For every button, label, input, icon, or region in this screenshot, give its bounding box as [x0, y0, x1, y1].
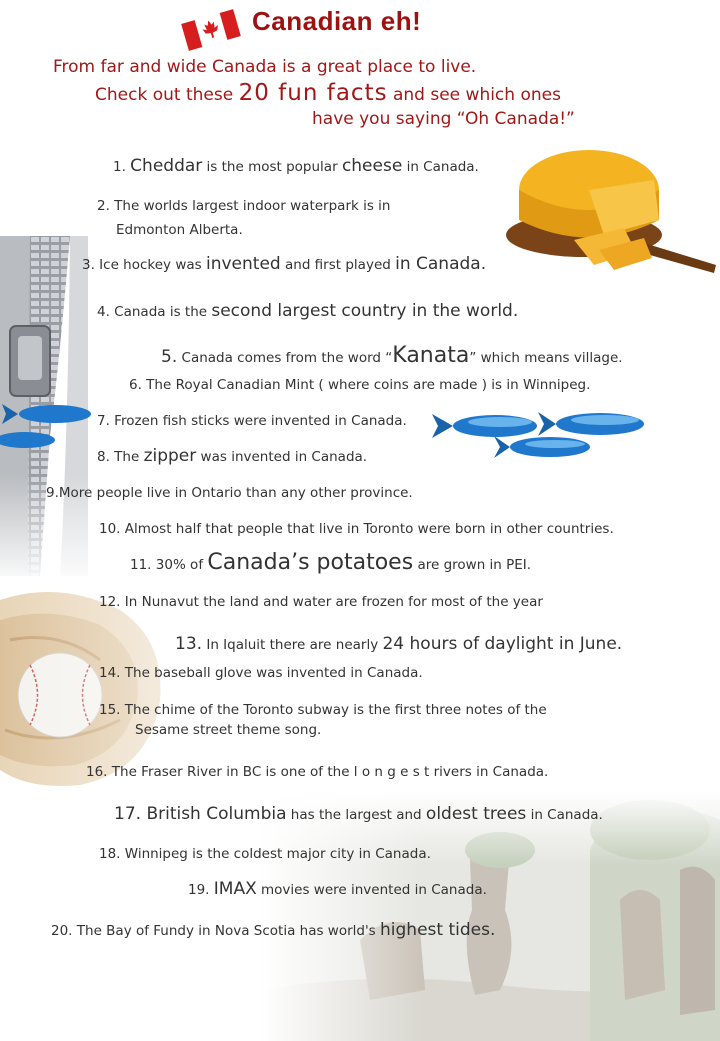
fact-8: 8. The zipper was invented in Canada.	[97, 446, 368, 466]
fact-17: 17. British Columbia has the largest and oldest trees in Canada.	[114, 804, 603, 824]
intro-line-3: have you saying “Oh Canada!”	[312, 109, 575, 129]
hopewell-rocks-photo	[260, 790, 720, 1041]
cheddar-cheese-icon	[504, 140, 720, 280]
intro-line-2-end: and see which ones	[392, 85, 561, 105]
intro-fun-facts: 20 fun facts	[238, 80, 388, 106]
fact-15: 15. The chime of the Toronto subway is the first three notes of the	[99, 702, 547, 718]
fact-13: 13. In Iqaluit there are nearly 24 hours of daylight in June.	[175, 634, 623, 654]
fact-2: 2. The worlds largest indoor waterpark is in	[97, 198, 391, 214]
fact-2-continued: Edmonton Alberta.	[116, 222, 243, 238]
intro-line-1: From far and wide Canada is a great place to live.	[53, 57, 477, 77]
fact-7: 7. Frozen fish sticks were invented in Canada.	[97, 413, 407, 429]
intro-line-2	[95, 80, 561, 106]
fact-4: 4. Canada is the second largest country in the world.	[97, 301, 519, 321]
fact-3: 3. Ice hockey was invented and first played in Canada.	[82, 254, 487, 274]
intro-line-2-start: Check out these	[95, 85, 234, 105]
fact-5: 5. Canada comes from the word “Kanata” which means village.	[161, 343, 623, 368]
fact-18: 18. Winnipeg is the coldest major city in Canada.	[99, 846, 431, 862]
fact-14: 14. The baseball glove was invented in Canada.	[99, 665, 423, 681]
fact-16: 16. The Fraser River in BC is one of the l o n g e s t rivers in Canada.	[86, 764, 549, 780]
page-title: Canadian eh!	[252, 6, 422, 36]
fish-icon	[0, 400, 95, 460]
fact-6: 6. The Royal Canadian Mint ( where coins are made ) is in Winnipeg.	[129, 377, 591, 393]
fact-20: 20. The Bay of Fundy in Nova Scotia has world's highest tides.	[51, 920, 496, 940]
fact-11: 11. 30% of Canada’s potatoes are grown in PEI.	[130, 550, 532, 575]
fact-19: 19. IMAX movies were invented in Canada.	[188, 879, 487, 899]
fact-9: 9.More people live in Ontario than any other province.	[46, 485, 413, 501]
fact-1: 1. Cheddar is the most popular cheese in Canada.	[113, 156, 479, 176]
canada-flag-icon	[178, 8, 244, 52]
fish-icon	[430, 402, 652, 468]
fact-15-continued: Sesame street theme song.	[135, 722, 322, 738]
baseball-glove-icon	[0, 580, 170, 790]
fact-12: 12. In Nunavut the land and water are frozen for most of the year	[99, 594, 543, 610]
fact-10: 10. Almost half that people that live in Toronto were born in other countries.	[99, 521, 614, 537]
